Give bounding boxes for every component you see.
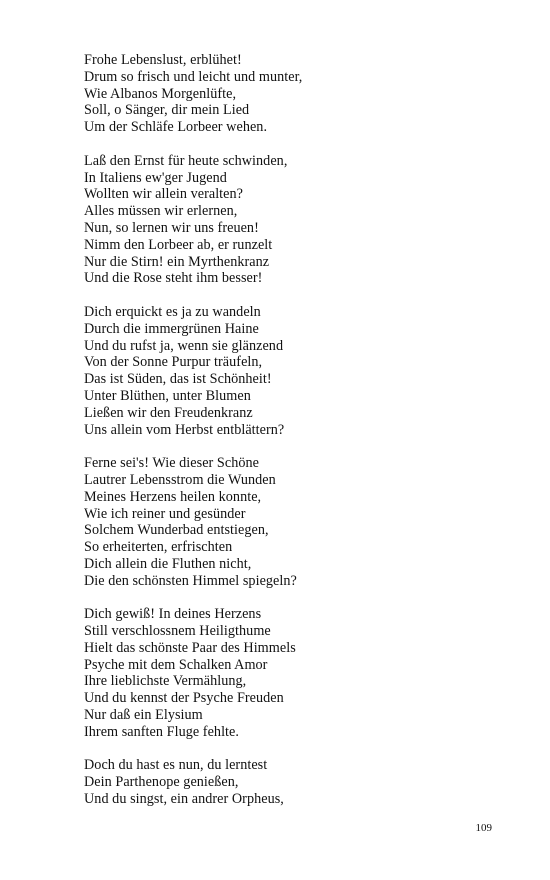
stanza-4 (84, 455, 504, 589)
poem-line: Dich allein die Fluthen nicht, (84, 555, 252, 572)
poem-line: Alles müssen wir erlernen, (84, 203, 238, 220)
poem-line: Ließen wir den Freudenkranz (84, 404, 253, 421)
poem-line: Lautrer Lebensstrom die Wunden (84, 471, 276, 488)
poem-line: Nur die Stirn! ein Myrthenkranz (84, 253, 270, 270)
poem-line: Psyche mit dem Schalken Amor (84, 656, 268, 673)
poem-line: Wie ich reiner und gesünder (84, 505, 246, 522)
poem-line: Ihre lieblichste Vermählung, (84, 673, 247, 690)
poem-line: Um der Schläfe Lorbeer wehen. (84, 119, 268, 136)
poem-line: Nimm den Lorbeer ab, er runzelt (84, 236, 273, 253)
poem-line: Soll, o Sänger, dir mein Lied (84, 102, 250, 119)
poem-line: Laß den Ernst für heute schwinden, (84, 152, 288, 169)
poem-line: Meines Herzens heilen konnte, (84, 488, 262, 505)
poem-line: Nur daß ein Elysium (84, 707, 203, 724)
poem-line: Und du kennst der Psyche Freuden (84, 690, 284, 707)
poem-line: So erheiterten, erfrischten (84, 539, 233, 556)
poem-line: Ihrem sanften Fluge fehlte. (84, 723, 239, 740)
poem-text (84, 52, 504, 825)
poem-line: Das ist Süden, das ist Schönheit! (84, 371, 272, 388)
poem-line: In Italiens ew'ger Jugend (84, 169, 227, 186)
poem-line: Hielt das schönste Paar des Himmels (84, 639, 296, 656)
poem-line: Durch die immergrünen Haine (84, 320, 259, 337)
poem-line: Dein Parthenope genießen, (84, 774, 239, 791)
poem-line: Solchem Wunderbad entstiegen, (84, 522, 269, 539)
poem-line: Die den schönsten Himmel spiegeln? (84, 572, 297, 589)
poem-line: Und du rufst ja, wenn sie glänzend (84, 337, 284, 354)
poem-line: Ferne sei's! Wie dieser Schöne (84, 455, 259, 472)
poem-line: Dich gewiß! In deines Herzens (84, 606, 262, 623)
poem-line: Und die Rose steht ihm besser! (84, 270, 263, 287)
poem-line: Wie Albanos Morgenlüfte, (84, 85, 237, 102)
stanza-2 (84, 153, 504, 287)
poem-line: Und du singst, ein andrer Orpheus, (84, 791, 284, 808)
poem-line: Frohe Lebenslust, erblühet! (84, 52, 242, 68)
page-number: 109 (475, 822, 492, 834)
poem-line: Drum so frisch und leicht und munter, (84, 68, 303, 85)
poem-line: Dich erquickt es ja zu wandeln (84, 303, 261, 320)
poem-line: Still verschlossnem Heiligthume (84, 623, 271, 640)
poem-line: Doch du hast es nun, du lerntest (84, 757, 268, 774)
poem-line: Wollten wir allein veralten? (84, 186, 244, 203)
stanza-3 (84, 304, 504, 438)
stanza-5 (84, 606, 504, 740)
poem-line: Von der Sonne Purpur träufeln, (84, 354, 263, 371)
poem-line: Unter Blüthen, unter Blumen (84, 387, 251, 404)
poem-line: Nun, so lernen wir uns freuen! (84, 219, 259, 236)
poem-line: Uns allein vom Herbst entblättern? (84, 421, 285, 438)
stanza-6 (84, 757, 504, 807)
stanza-1 (84, 52, 504, 136)
